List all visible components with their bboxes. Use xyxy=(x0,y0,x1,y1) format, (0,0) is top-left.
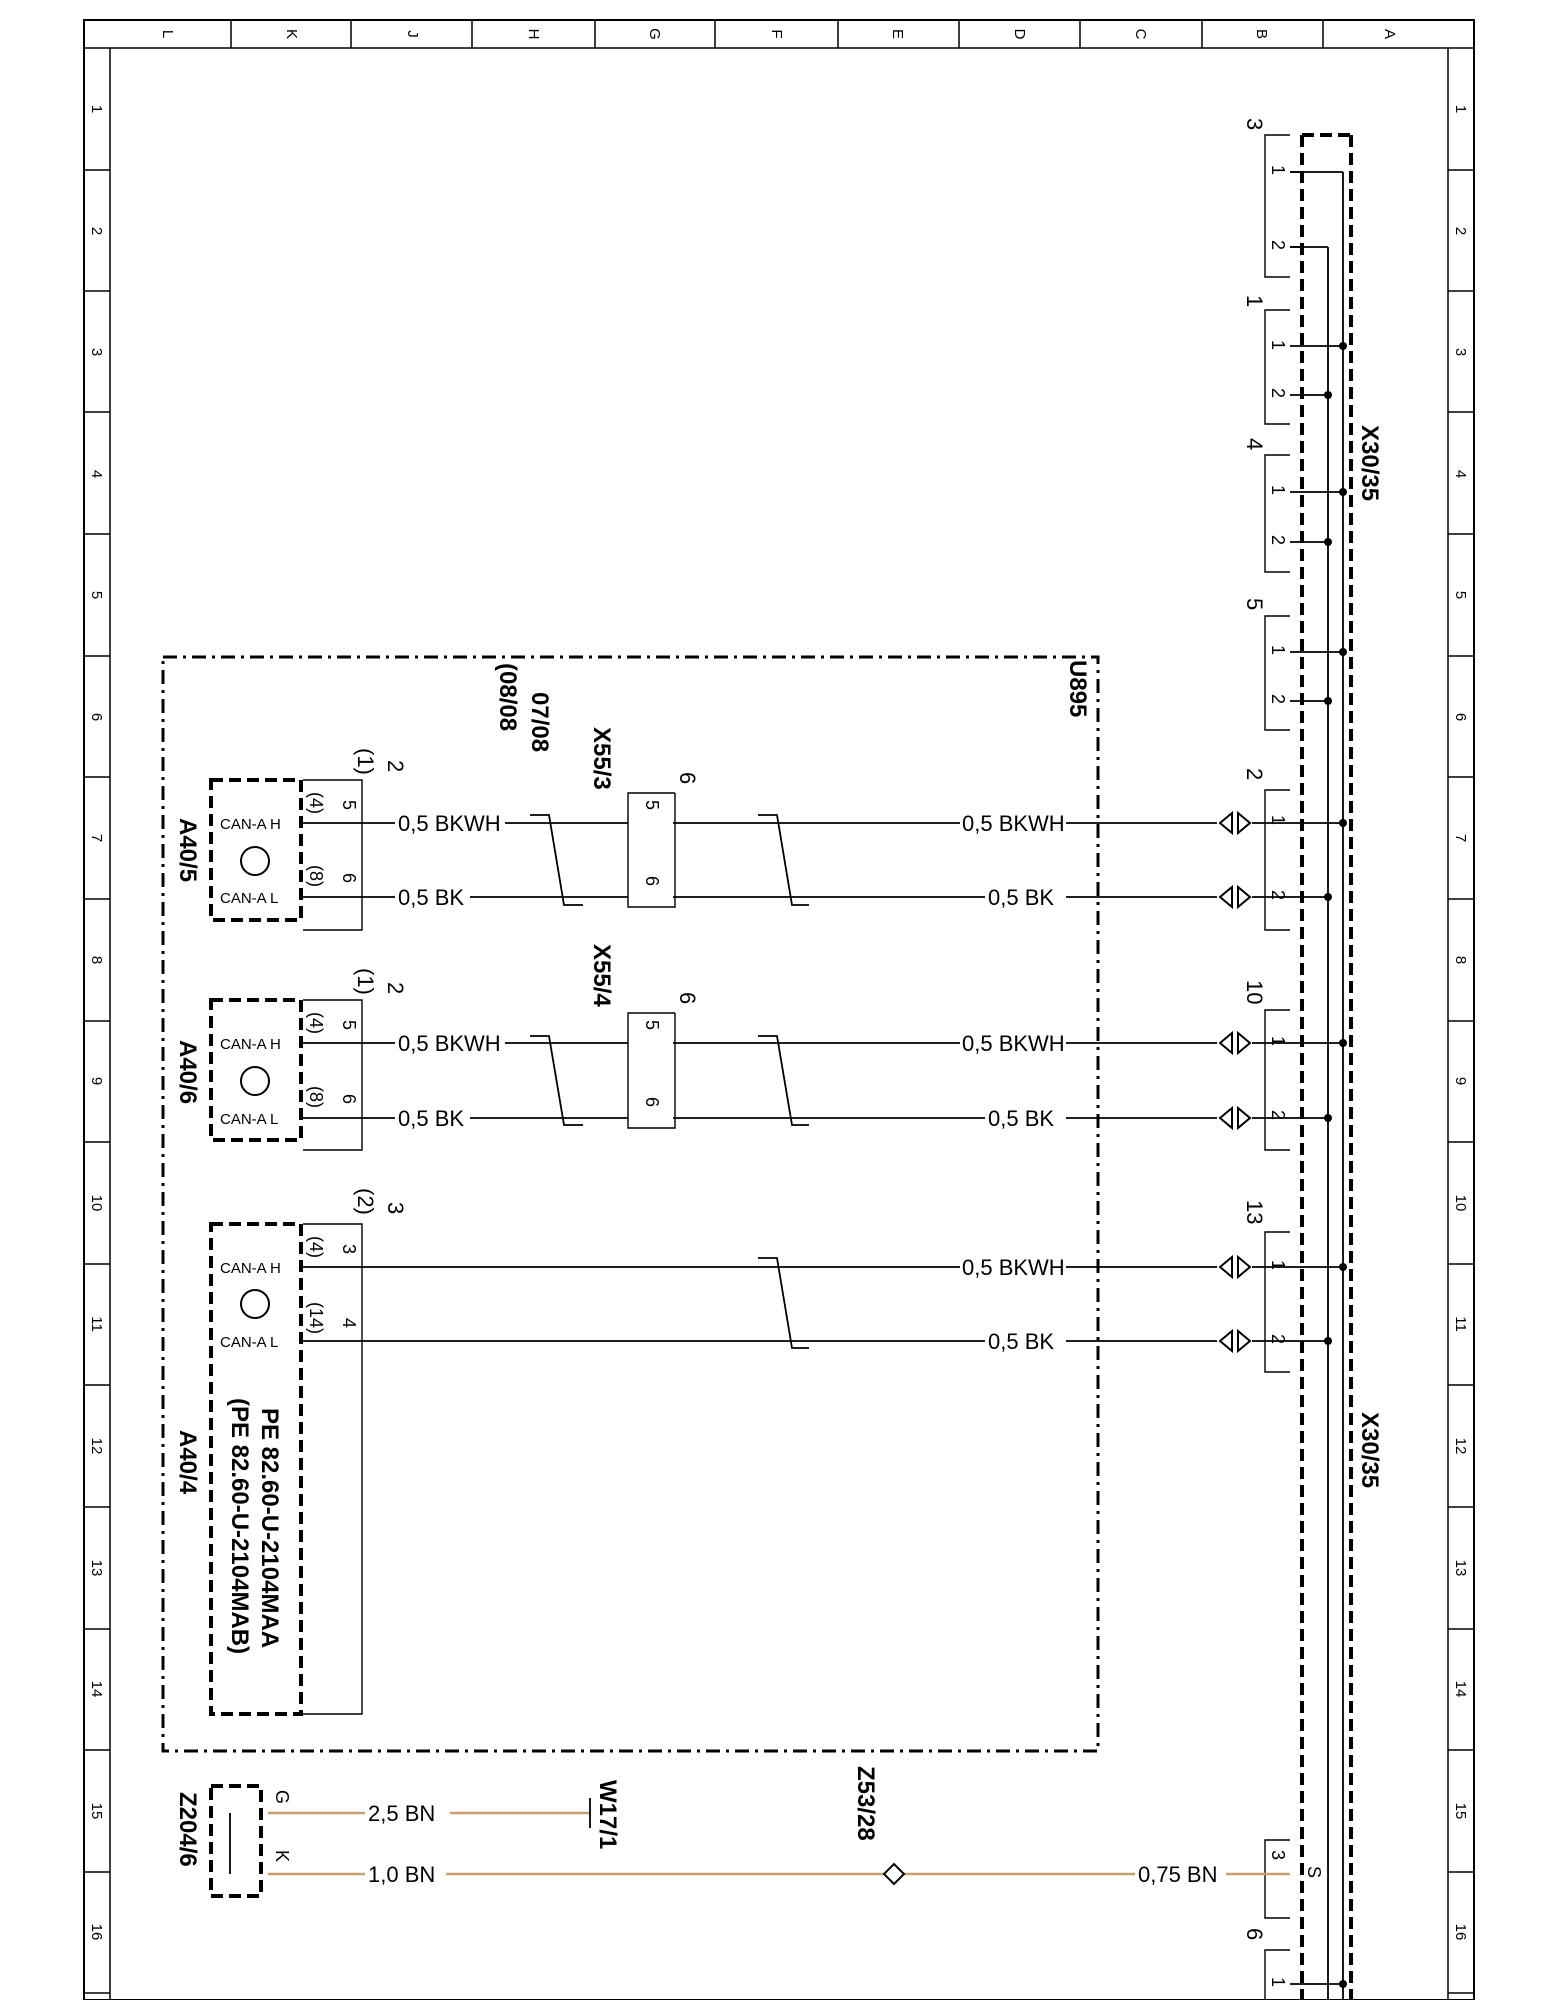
a40-6-module xyxy=(174,968,408,1150)
z204-6-junction xyxy=(174,1786,292,1896)
row-number: 15 xyxy=(88,1802,105,1820)
x30-35-plug-3b xyxy=(1265,1840,1324,1918)
svg-text:2: 2 xyxy=(383,760,408,773)
svg-text:CAN-A L: CAN-A L xyxy=(220,1111,279,1128)
row-number: 8 xyxy=(1452,955,1469,965)
col-letter: F xyxy=(768,29,785,39)
svg-text:K: K xyxy=(272,1850,292,1863)
row-numbers-right xyxy=(1452,105,1469,1941)
svg-text:6: 6 xyxy=(1242,1928,1267,1941)
svg-text:13: 13 xyxy=(1242,1200,1267,1225)
col-letter: H xyxy=(525,28,542,40)
svg-text:1: 1 xyxy=(1268,1260,1288,1271)
wire-label: 0,5 BK xyxy=(398,1106,465,1131)
can-wire-rows xyxy=(303,811,1343,1354)
row-number: 2 xyxy=(1452,226,1469,236)
svg-text:5: 5 xyxy=(642,1020,662,1031)
wire-label: 2,5 BN xyxy=(368,1801,436,1826)
svg-text:(4): (4) xyxy=(306,1012,326,1034)
row-number: 7 xyxy=(1452,833,1469,843)
svg-text:3: 3 xyxy=(383,1202,408,1215)
svg-text:4: 4 xyxy=(1242,438,1267,451)
row-number: 11 xyxy=(1452,1316,1469,1332)
a40-6-label: A40/6 xyxy=(174,1040,201,1105)
svg-text:X55/3: X55/3 xyxy=(588,727,615,790)
x55-3-connector xyxy=(588,727,700,907)
col-letter: B xyxy=(1253,28,1270,40)
wire-label: 0,5 BK xyxy=(398,885,465,910)
svg-text:6: 6 xyxy=(339,873,359,884)
svg-text:(8): (8) xyxy=(306,1086,326,1108)
col-letter: C xyxy=(1132,28,1149,40)
svg-text:3: 3 xyxy=(1268,1850,1288,1861)
date-note-start: 07/08 xyxy=(526,692,553,753)
row-number: 4 xyxy=(1452,469,1469,479)
svg-text:6: 6 xyxy=(642,876,662,887)
wire-label: 0,5 BKWH xyxy=(398,811,501,836)
svg-text:10: 10 xyxy=(1242,980,1267,1005)
svg-text:2: 2 xyxy=(1242,768,1267,781)
col-letter: K xyxy=(283,28,300,40)
row-number: 15 xyxy=(1452,1802,1469,1820)
wire-label: 0,75 BN xyxy=(1138,1862,1218,1887)
svg-text:(1): (1) xyxy=(353,748,378,775)
z53-28-label: Z53/28 xyxy=(852,1766,879,1841)
svg-text:2: 2 xyxy=(1268,694,1288,705)
row-number: 1 xyxy=(88,104,105,114)
col-letter: L xyxy=(159,29,176,39)
svg-text:3: 3 xyxy=(339,1244,359,1255)
svg-text:2: 2 xyxy=(1268,1334,1288,1345)
wire-label: 0,5 BKWH xyxy=(398,1031,501,1056)
svg-text:1: 1 xyxy=(1268,1036,1288,1047)
a40-5-module xyxy=(174,748,408,930)
row-number: 9 xyxy=(1452,1076,1469,1086)
row-number: 6 xyxy=(88,712,105,722)
x30-35-plug-3 xyxy=(1242,118,1302,277)
row-number: 5 xyxy=(88,590,105,600)
x30-35-label-top: X30/35 xyxy=(1356,425,1383,502)
wire-label: 0,5 BKWH xyxy=(962,1031,1065,1056)
wire-label: 1,0 BN xyxy=(368,1862,436,1887)
row-number: 16 xyxy=(1452,1923,1469,1941)
svg-text:2: 2 xyxy=(1268,1110,1288,1121)
svg-text:G: G xyxy=(272,1790,292,1805)
col-letter: D xyxy=(1011,28,1028,40)
svg-text:2: 2 xyxy=(1268,388,1288,399)
svg-text:(1): (1) xyxy=(353,968,378,995)
row-number: 11 xyxy=(88,1316,105,1332)
row-number: 8 xyxy=(88,955,105,965)
svg-text:CAN-A L: CAN-A L xyxy=(220,890,279,907)
row-number: 14 xyxy=(88,1680,105,1698)
svg-text:S: S xyxy=(1304,1866,1324,1879)
wire-label: 0,5 BKWH xyxy=(962,1255,1065,1280)
row-number: 12 xyxy=(1452,1437,1469,1455)
row-number: 10 xyxy=(1452,1194,1469,1212)
svg-text:2: 2 xyxy=(383,982,408,995)
z204-6-label: Z204/6 xyxy=(174,1792,201,1867)
row-number: 3 xyxy=(88,347,105,357)
svg-text:CAN-A H: CAN-A H xyxy=(220,1036,281,1053)
x30-35-label-bottom: X30/35 xyxy=(1356,1412,1383,1489)
a40-4-label: A40/4 xyxy=(174,1430,201,1495)
svg-text:X55/4: X55/4 xyxy=(588,944,615,1007)
svg-text:1: 1 xyxy=(1268,485,1288,496)
svg-text:CAN-A L: CAN-A L xyxy=(220,1334,279,1351)
date-note-end: (08/08 xyxy=(494,663,521,732)
svg-text:6: 6 xyxy=(339,1094,359,1105)
row-number: 12 xyxy=(88,1437,105,1455)
row-number: 1 xyxy=(1452,104,1469,114)
x55-4-connector xyxy=(588,944,700,1128)
svg-text:2: 2 xyxy=(1268,240,1288,251)
svg-text:5: 5 xyxy=(339,800,359,811)
svg-text:2: 2 xyxy=(1268,890,1288,901)
svg-text:CAN-A H: CAN-A H xyxy=(220,1260,281,1277)
col-letter: E xyxy=(889,28,906,40)
u895-label: U895 xyxy=(1064,660,1091,718)
svg-text:(4): (4) xyxy=(306,1236,326,1258)
row-number: 2 xyxy=(88,226,105,236)
row-number: 16 xyxy=(88,1923,105,1941)
wire-label: 0,5 BK xyxy=(988,1106,1055,1131)
svg-text:5: 5 xyxy=(1242,598,1267,611)
svg-text:1: 1 xyxy=(1268,340,1288,351)
wire-label: 0,5 BKWH xyxy=(962,811,1065,836)
x30-35-plug-13 xyxy=(1242,1200,1290,1372)
svg-text:5: 5 xyxy=(339,1020,359,1031)
row-numbers-left xyxy=(88,105,105,1941)
svg-text:6: 6 xyxy=(642,1097,662,1108)
column-letters xyxy=(159,28,1398,40)
plug-arrows xyxy=(1220,813,1250,1351)
col-letter: A xyxy=(1381,28,1398,40)
w17-1-label: W17/1 xyxy=(594,1780,621,1850)
svg-text:1: 1 xyxy=(1268,815,1288,826)
pe-reference-2: (PE 82.60-U-2104MAB) xyxy=(226,1398,253,1655)
wire-label: 0,5 BK xyxy=(988,1329,1055,1354)
svg-text:4: 4 xyxy=(339,1318,359,1329)
svg-text:CAN-A H: CAN-A H xyxy=(220,816,281,833)
svg-text:3: 3 xyxy=(1242,118,1267,131)
row-number: 13 xyxy=(1452,1559,1469,1577)
svg-text:1: 1 xyxy=(1242,295,1267,308)
row-number: 6 xyxy=(1452,712,1469,722)
wire-label: 0,5 BK xyxy=(988,885,1055,910)
row-number: 7 xyxy=(88,833,105,843)
x30-35-plug-2 xyxy=(1242,768,1290,930)
svg-text:(4): (4) xyxy=(306,792,326,814)
svg-text:(14): (14) xyxy=(306,1302,326,1335)
svg-text:1: 1 xyxy=(1268,1977,1288,1988)
svg-text:1: 1 xyxy=(1268,645,1288,656)
svg-text:6: 6 xyxy=(675,992,700,1005)
x30-35-plug-10 xyxy=(1242,980,1290,1150)
col-letter: J xyxy=(404,30,421,38)
svg-text:(2): (2) xyxy=(353,1188,378,1215)
a40-5-label: A40/5 xyxy=(174,818,201,883)
col-letter: G xyxy=(646,28,663,40)
pe-reference-1: PE 82.60-U-2104MAA xyxy=(256,1408,283,1649)
x30-35-connector xyxy=(1242,118,1383,2000)
svg-text:6: 6 xyxy=(675,772,700,785)
svg-text:(8): (8) xyxy=(306,865,326,887)
u895-boundary xyxy=(163,657,1098,1751)
row-number: 3 xyxy=(1452,347,1469,357)
svg-text:2: 2 xyxy=(1268,535,1288,546)
row-number: 5 xyxy=(1452,590,1469,600)
row-number: 14 xyxy=(1452,1680,1469,1698)
row-number: 13 xyxy=(88,1559,105,1577)
svg-text:5: 5 xyxy=(642,800,662,811)
row-number: 4 xyxy=(88,469,105,479)
row-number: 9 xyxy=(88,1076,105,1086)
svg-text:1: 1 xyxy=(1268,165,1288,176)
row-number: 10 xyxy=(88,1194,105,1212)
